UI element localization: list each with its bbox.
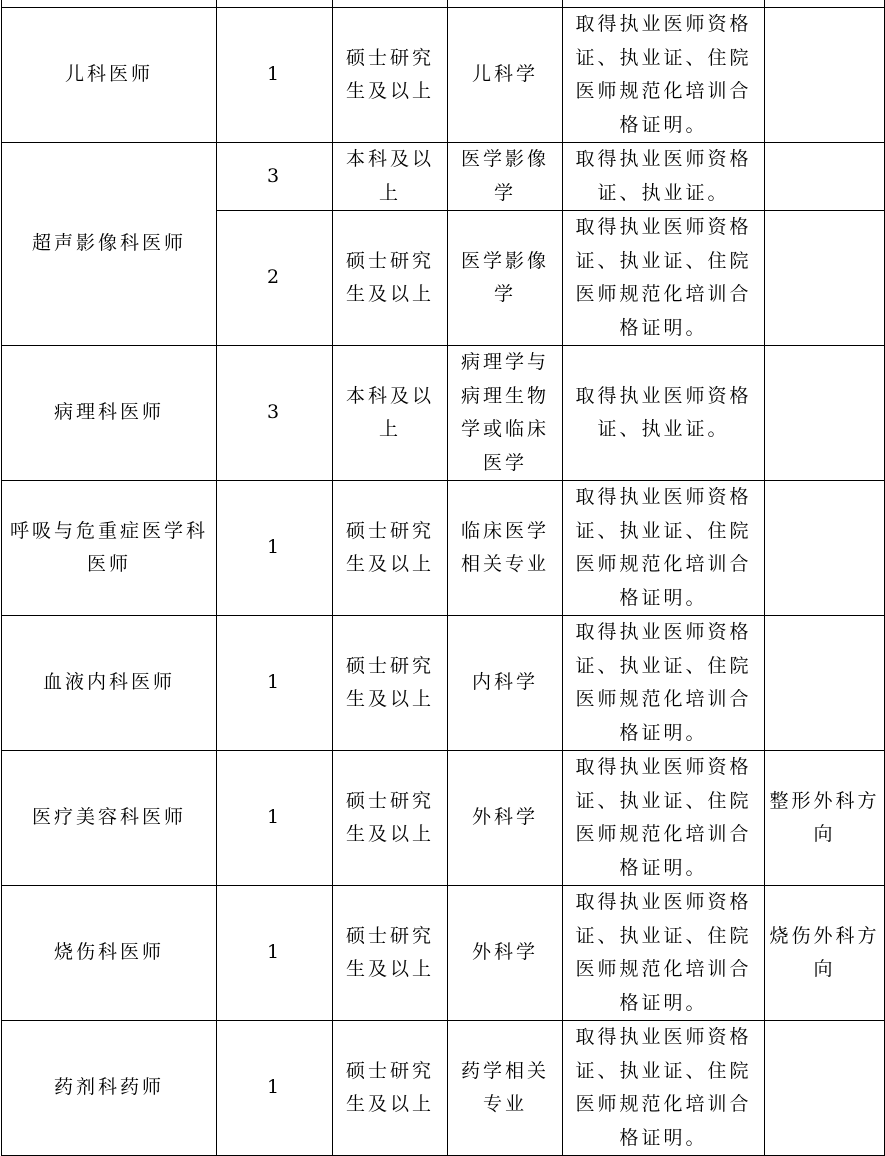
- major-cell: 内科学: [448, 616, 563, 751]
- table-row: [2, 481, 885, 616]
- position-cell: 血液内科医师: [2, 616, 217, 751]
- count-cell: 1: [217, 481, 333, 616]
- requirement-cell: 取得执业医师资格证、执业证、住院医师规范化培训合格证明。: [563, 616, 765, 751]
- table-cell-empty: [217, 0, 333, 8]
- position-cell: 烧伤科医师: [2, 886, 217, 1021]
- note-cell: 烧伤外科方向: [765, 886, 885, 1021]
- table-cell-empty: [765, 0, 885, 8]
- note-cell: 整形外科方向: [765, 751, 885, 886]
- count-cell: 1: [217, 886, 333, 1021]
- requirement-cell: 取得执业医师资格证、执业证。: [563, 143, 765, 211]
- table-cell-empty: [2, 0, 217, 8]
- count-cell: 2: [217, 211, 333, 346]
- note-cell: [765, 616, 885, 751]
- note-cell: [765, 1021, 885, 1156]
- requirement-cell: 取得执业医师资格证、执业证、住院医师规范化培训合格证明。: [563, 8, 765, 143]
- table-cell-empty: [333, 0, 448, 8]
- requirement-cell: 取得执业医师资格证、执业证、住院医师规范化培训合格证明。: [563, 1021, 765, 1156]
- major-cell: 医学影像学: [448, 211, 563, 346]
- count-cell: 1: [217, 8, 333, 143]
- count-cell: 1: [217, 751, 333, 886]
- count-cell: 1: [217, 1021, 333, 1156]
- recruitment-table: [1, 0, 885, 1156]
- education-cell: 硕士研究生及以上: [333, 1021, 448, 1156]
- major-cell: 临床医学相关专业: [448, 481, 563, 616]
- note-cell: [765, 8, 885, 143]
- requirement-cell: 取得执业医师资格证、执业证、住院医师规范化培训合格证明。: [563, 481, 765, 616]
- education-cell: 硕士研究生及以上: [333, 886, 448, 1021]
- education-cell: 本科及以上: [333, 143, 448, 211]
- major-cell: 病理学与病理生物学或临床医学: [448, 346, 563, 481]
- requirement-cell: 取得执业医师资格证、执业证、住院医师规范化培训合格证明。: [563, 886, 765, 1021]
- major-cell: 儿科学: [448, 8, 563, 143]
- position-cell: 超声影像科医师: [2, 143, 217, 346]
- education-cell: 硕士研究生及以上: [333, 616, 448, 751]
- note-cell: [765, 481, 885, 616]
- table-row: [2, 751, 885, 886]
- count-cell: 3: [217, 346, 333, 481]
- education-cell: 硕士研究生及以上: [333, 211, 448, 346]
- position-cell: 病理科医师: [2, 346, 217, 481]
- major-cell: 医学影像学: [448, 143, 563, 211]
- table-row-partial-top: [2, 0, 885, 8]
- table-row: [2, 346, 885, 481]
- table-cell-empty: [448, 0, 563, 8]
- table-row: [2, 886, 885, 1021]
- note-cell: [765, 346, 885, 481]
- education-cell: 硕士研究生及以上: [333, 8, 448, 143]
- education-cell: 本科及以上: [333, 346, 448, 481]
- count-cell: 3: [217, 143, 333, 211]
- major-cell: 外科学: [448, 751, 563, 886]
- table-row: [2, 143, 885, 211]
- education-cell: 硕士研究生及以上: [333, 751, 448, 886]
- major-cell: 药学相关专业: [448, 1021, 563, 1156]
- table-row: [2, 616, 885, 751]
- position-cell: 药剂科药师: [2, 1021, 217, 1156]
- education-cell: 硕士研究生及以上: [333, 481, 448, 616]
- major-cell: 外科学: [448, 886, 563, 1021]
- requirement-cell: 取得执业医师资格证、执业证。: [563, 346, 765, 481]
- position-cell: 医疗美容科医师: [2, 751, 217, 886]
- requirement-cell: 取得执业医师资格证、执业证、住院医师规范化培训合格证明。: [563, 211, 765, 346]
- table-row: [2, 1021, 885, 1156]
- position-cell: 儿科医师: [2, 8, 217, 143]
- table-cell-empty: [563, 0, 765, 8]
- table-row: [2, 8, 885, 143]
- note-cell: [765, 211, 885, 346]
- position-cell: 呼吸与危重症医学科医师: [2, 481, 217, 616]
- note-cell: [765, 143, 885, 211]
- requirement-cell: 取得执业医师资格证、执业证、住院医师规范化培训合格证明。: [563, 751, 765, 886]
- count-cell: 1: [217, 616, 333, 751]
